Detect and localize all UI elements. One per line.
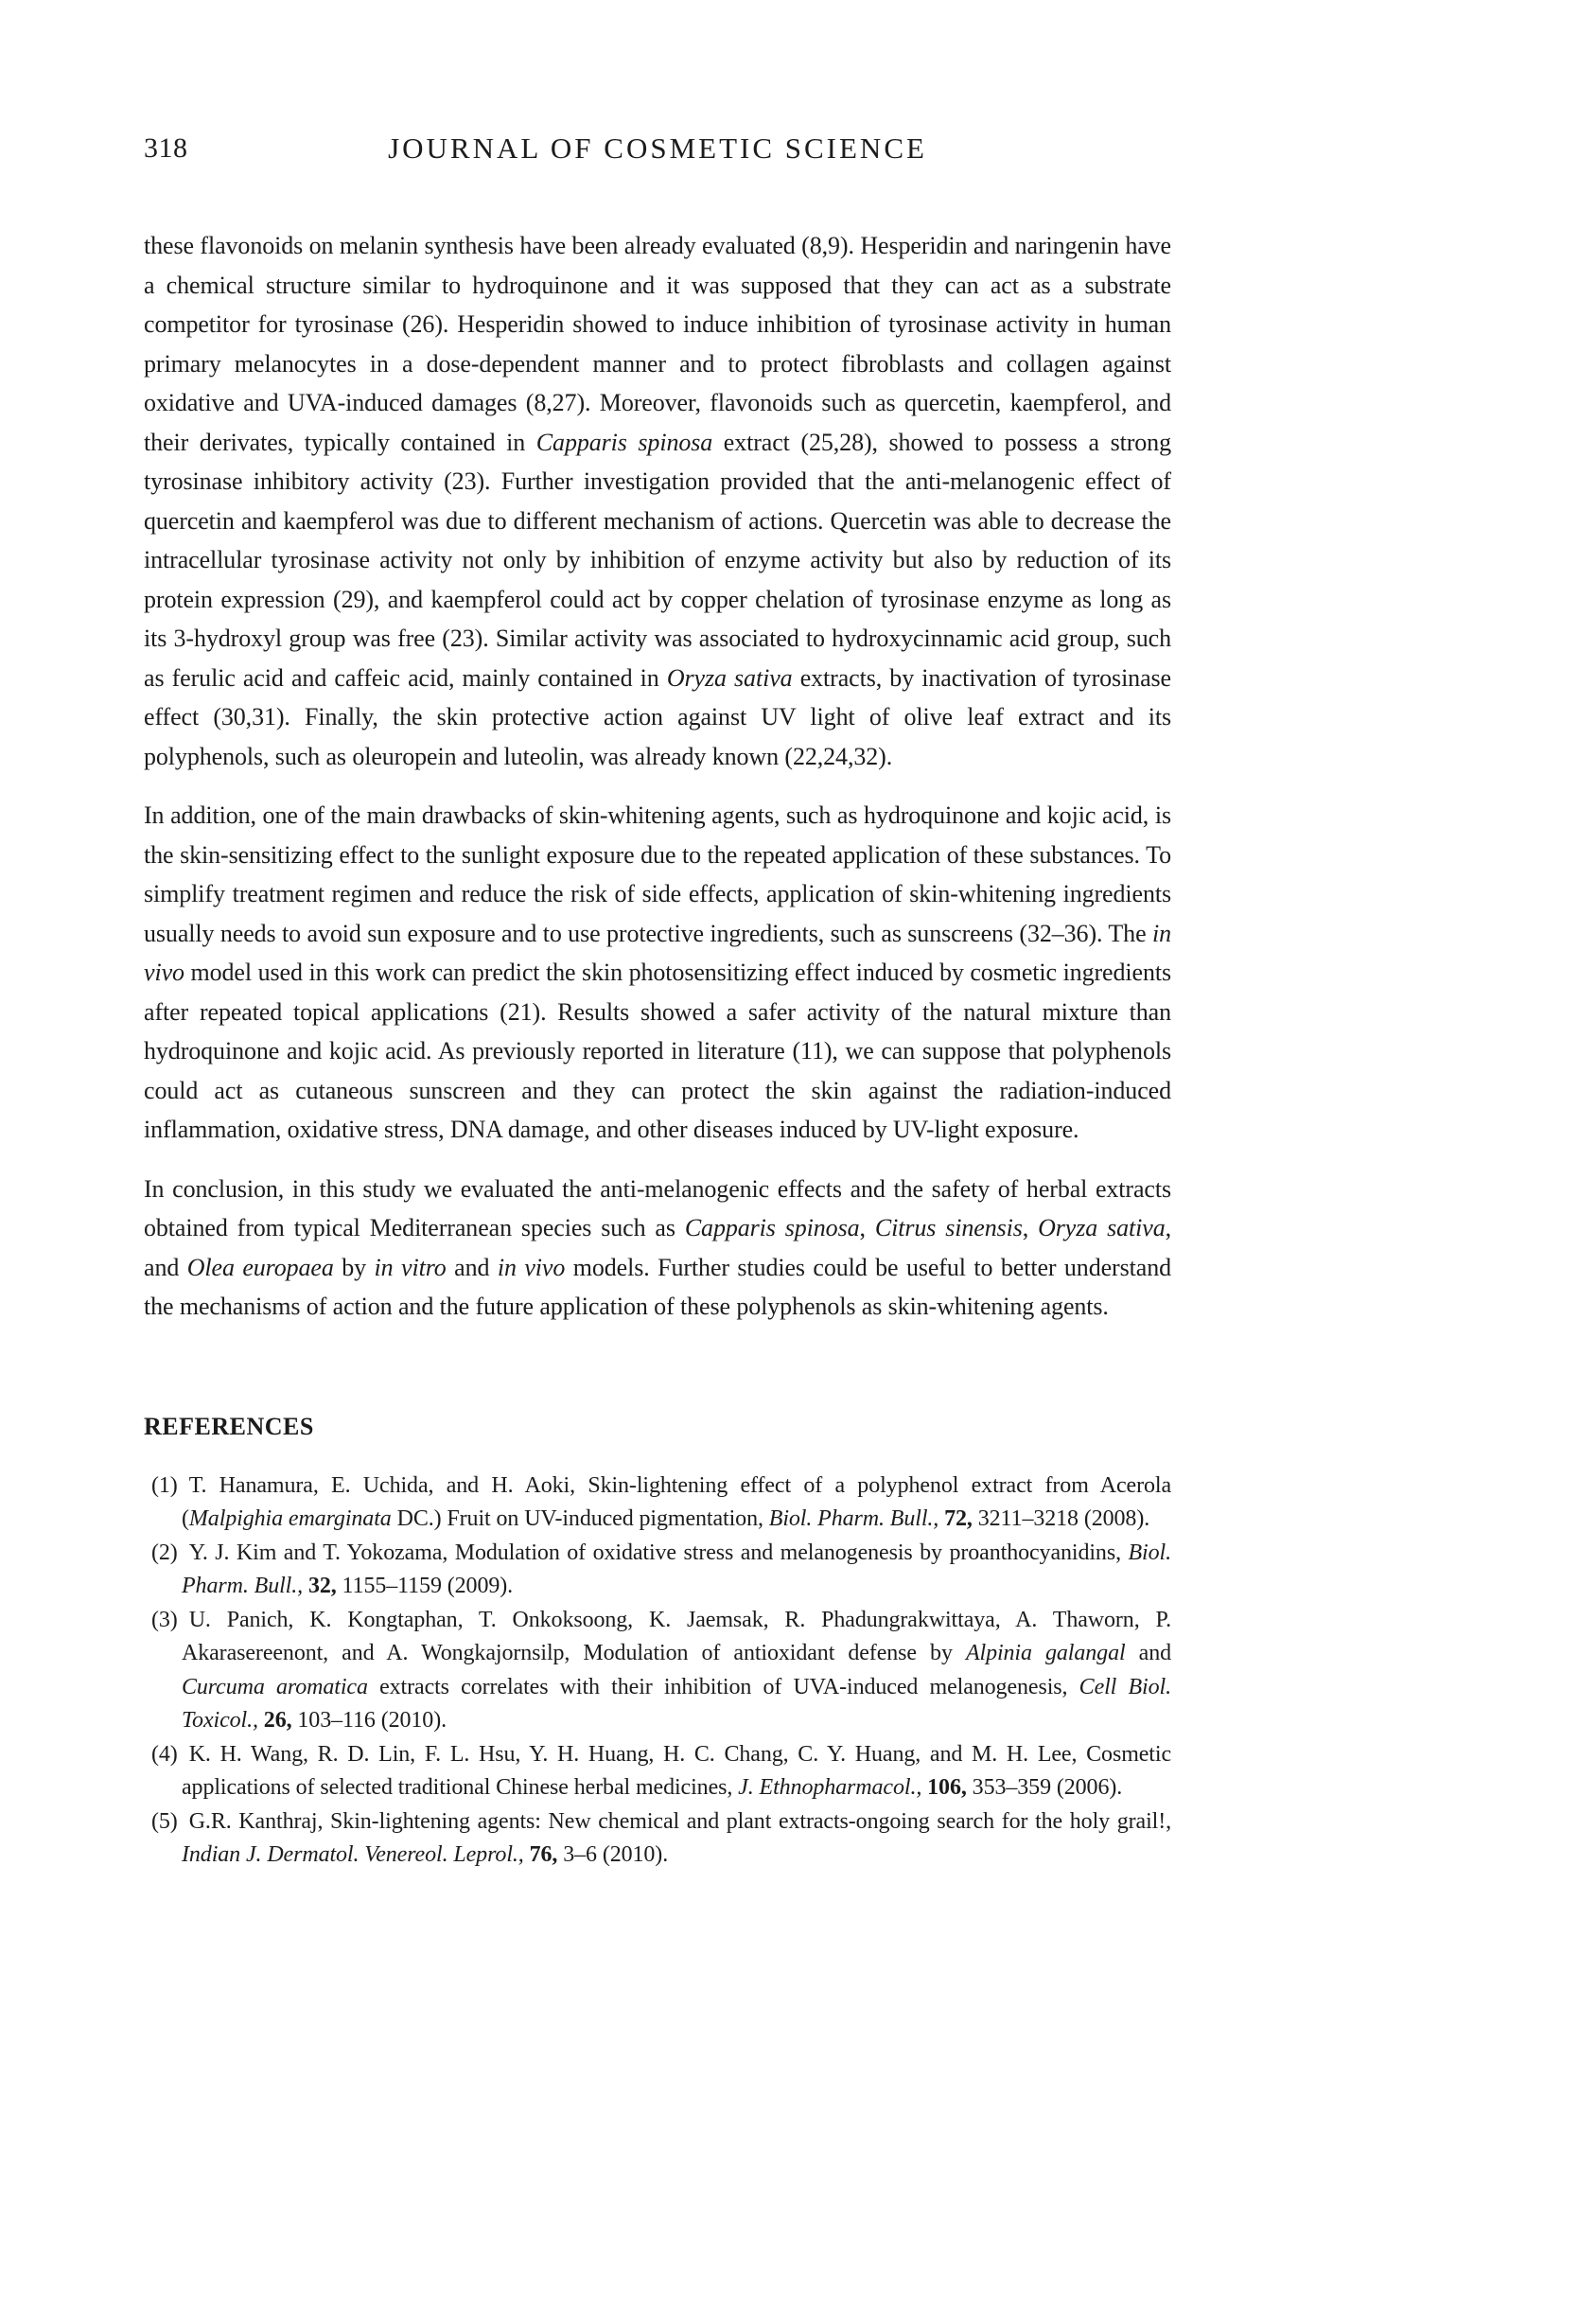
text-run: 3–6 (2010). — [557, 1842, 669, 1867]
text-run: T. Hanamura, E. Uchida, and H. Aoki, Skin-lightening effect of a polyphenol extract from Acerola ( — [182, 1472, 1171, 1531]
italic-text: Indian J. Dermatol. Venereol. Leprol., — [182, 1842, 524, 1867]
text-run: G.R. Kanthraj, Skin-lightening agents: New chemical and plant extracts-ongoing search for the holy grail!, — [188, 1808, 1171, 1834]
italic-text: in vivo — [497, 1253, 566, 1281]
text-run: 103–116 (2010). — [291, 1708, 447, 1733]
reference-item — [144, 1738, 1171, 1805]
text-run: Y. J. Kim and T. Yokozama, Modulation of oxidative stress and melanogenesis by proanthocyanidins, — [188, 1540, 1129, 1565]
text-run: models. Further studies could be useful to better understand the mechanisms of action and the future application of these polyphenols as skin-whitening agents. — [144, 1253, 1171, 1320]
text-run: extracts correlates with their inhibition of UVA-induced melanogenesis, — [367, 1674, 1079, 1699]
references-heading: REFERENCES — [144, 1412, 314, 1440]
text-run: 353–359 (2006). — [966, 1775, 1123, 1800]
italic-text: Cell Biol. Toxicol., — [182, 1674, 1171, 1733]
reference-item — [144, 1470, 1171, 1537]
references-list — [144, 1470, 1171, 1873]
text-run: DC.) Fruit on UV-induced pigmentation, — [391, 1506, 769, 1531]
text-run: , — [1022, 1214, 1039, 1241]
text-run: extract (25,28), showed to possess a strong tyrosinase inhibitory activity (23). Further investigation provided that the anti-melanogenic effect of quercetin and kaempferol was due to different mechanism of actions. Quercetin was able to decrease the intracellular tyrosinase activity not only by inhibition of enzyme activity but also by reduction of its protein expression (29), and kaempferol could act by copper chelation of tyrosinase enzyme as long as its 3-hydroxyl group was free (23). Similar activity was associated to hydroxycinnamic acid group, such as ferulic acid and caffeic acid, mainly contained in — [144, 428, 1171, 692]
reference-number: (3) — [151, 1607, 178, 1632]
reference-item — [144, 1805, 1171, 1873]
reference-number: (4) — [151, 1741, 178, 1767]
bold-text: 76, — [529, 1842, 558, 1867]
body-paragraph — [144, 1170, 1171, 1327]
reference-item — [144, 1604, 1171, 1738]
text-run: In conclusion, in this study we evaluated the anti-melanogenic effects and the safety of herbal extracts obtained from typical Mediterranean species such as — [144, 1174, 1171, 1241]
italic-text: Curcuma aromatica — [182, 1674, 368, 1699]
text-run: extracts, by inactivation of tyrosinase effect (30,31). Finally, the skin protective action against UV light of olive leaf extract and its polyphenols, such as oleuropein and luteolin, was already known (22,24,32). — [144, 663, 1171, 770]
text-run: 3211–3218 (2008). — [972, 1506, 1150, 1531]
article-body — [144, 226, 1171, 1327]
body-paragraph — [144, 796, 1171, 1150]
page-content — [144, 0, 1171, 1873]
body-paragraph — [144, 226, 1171, 776]
italic-text: Oryza sativa — [666, 663, 793, 692]
reference-item — [144, 1537, 1171, 1604]
reference-number: (1) — [151, 1472, 178, 1498]
bold-text: 72, — [944, 1506, 973, 1531]
text-run: K. H. Wang, R. D. Lin, F. L. Hsu, Y. H. Huang, H. C. Chang, C. Y. Huang, and M. H. Lee, Cosmetic applications of selected traditional Chinese herbal medicines, — [182, 1741, 1171, 1800]
italic-text: Capparis spinosa — [535, 428, 713, 456]
italic-text: Olea europaea — [186, 1253, 334, 1281]
running-head — [144, 132, 1171, 166]
italic-text: Malpighia emarginata — [188, 1506, 392, 1531]
text-run: , and — [144, 1214, 1172, 1281]
text-run: and — [446, 1253, 498, 1281]
italic-text: J. Ethnopharmacol., — [738, 1775, 922, 1800]
italic-text: Biol. Pharm. Bull., — [182, 1540, 1171, 1598]
italic-text: Citrus sinensis — [874, 1214, 1023, 1241]
italic-text: Oryza sativa — [1038, 1214, 1166, 1241]
text-run: , — [859, 1214, 875, 1241]
bold-text: 26, — [263, 1708, 292, 1733]
italic-text: Biol. Pharm. Bull., — [768, 1506, 939, 1531]
page-number: 318 — [144, 132, 188, 164]
italic-text: Alpinia galangal — [965, 1641, 1126, 1665]
journal-title: JOURNAL OF COSMETIC SCIENCE — [388, 132, 927, 165]
text-run: 1155–1159 (2009). — [336, 1574, 514, 1598]
text-run: these flavonoids on melanin synthesis have been already evaluated (8,9). Hesperidin and naringenin have a chemical structure similar to hydroquinone and it was supposed that they can act as a substrate competitor for tyrosinase (26). Hesperidin showed to induce inhibition of tyrosinase activity in human primary melanocytes in a dose-dependent manner and to protect fibroblasts and collagen against oxidative and UVA-induced damages (8,27). Moreover, flavonoids such as quercetin, kaempferol, and their derivates, typically contained in — [144, 232, 1171, 456]
text-run: by — [333, 1253, 375, 1281]
italic-text: Capparis spinosa — [684, 1214, 860, 1241]
italic-text: in vivo — [144, 919, 1171, 986]
bold-text: 32, — [307, 1574, 337, 1598]
italic-text: in vitro — [374, 1253, 447, 1281]
reference-number: (5) — [151, 1808, 178, 1834]
text-run: and — [1125, 1641, 1171, 1665]
bold-text: 106, — [927, 1775, 967, 1800]
reference-number: (2) — [151, 1540, 178, 1565]
text-run: In addition, one of the main drawbacks of skin-whitening agents, such as hydroquinone and kojic acid, is the skin-sensitizing effect to the sunlight exposure due to the repeated application of these substances. To simplify treatment regimen and reduce the risk of side effects, application of skin-whitening ingredients usually needs to avoid sun exposure and to use protective ingredients, such as sunscreens (32–36). The — [144, 801, 1171, 947]
text-run: U. Panich, K. Kongtaphan, T. Onkoksoong, K. Jaemsak, R. Phadungrakwittaya, A. Thaworn, P. Akarasereenont, and A. Wongkajornsilp, Modulation of antioxidant defense by — [182, 1607, 1171, 1665]
text-run: model used in this work can predict the skin photosensitizing effect induced by cosmetic ingredients after repeated topical applications (21). Results showed a safer activity of the natural mixture than hydroquinone and kojic acid. As previously reported in literature (11), we can suppose that polyphenols could act as cutaneous sunscreen and they can protect the skin against the radiation-induced inflammation, oxidative stress, DNA damage, and other diseases induced by UV-light exposure. — [144, 959, 1171, 1143]
